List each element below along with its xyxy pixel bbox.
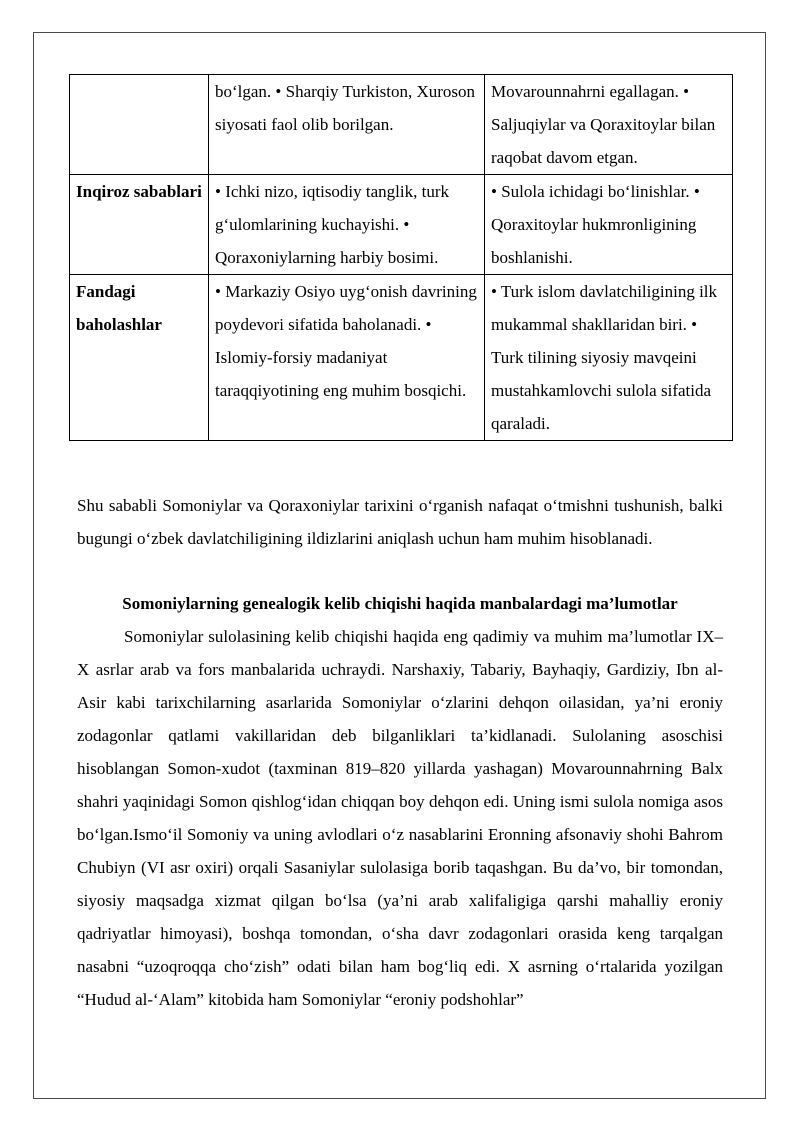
table-row <box>70 175 733 275</box>
karakhanid-cell: Movarounnahrni egallagan. • Saljuqiylar va Qoraxitoylar bilan raqobat davom etgan. <box>485 75 733 175</box>
table-row <box>70 75 733 175</box>
table-row <box>70 275 733 441</box>
samanid-cell: • Ichki nizo, iqtisodiy tanglik, turk g‘ulomlarining kuchayishi. • Qoraxoniylarning harbiy bosimi. <box>209 175 485 275</box>
intro-paragraph: Shu sababli Somoniylar va Qoraxoniylar tarixini o‘rganish nafaqat o‘tmishni tushunish, balki bugungi o‘zbek davlatchiligining ildizlarini aniqlash uchun ham muhim hisoblanadi. <box>77 496 723 548</box>
samanid-cell: bo‘lgan. • Sharqiy Turkiston, Xuroson siyosati faol olib borilgan. <box>209 75 485 175</box>
section-heading: Somoniylarning genealogik kelib chiqishi haqida manbalardagi ma’lumotlar <box>122 594 678 613</box>
body-paragraph: Somoniylar sulolasining kelib chiqishi haqida eng qadimiy va muhim ma’lumotlar IX–X asrlar arab va fors manbalarida uchraydi. Narshaxiy, Tabariy, Bayhaqiy, Gardiziy, Ibn al-Asir kabi tarixchilarning asarlarida Somoniylar o‘zlarini dehqon oilasidan, ya’ni eroniy zodagonlar qatlami vakillaridan deb bilganliklari ta’kidlanadi. Sulolaning asoschisi hisoblangan Somon-xudot (taxminan 819–820 yillarda yashagan) Movarounnahrning Balx shahri yaqinidagi Somon qishlog‘idan chiqqan boy dehqon edi. Uning ismi sulola nomiga asos bo‘lgan.Ismo‘il Somoniy va uning avlodlari o‘z nasablarini Eronning afsonaviy shohi Bahrom Chubiyn (VI asr oxiri) orqali Sasaniylar sulolasiga borib taqashgan. Bu da’vo, bir tomondan, siyosiy maqsadga xizmat qilgan bo‘lsa (ya’ni arab xalifaligiga qarshi mahalliy eroniy qadriyatlar himoyasi), boshqa tomondan, o‘sha davr zodagonlari orasida keng tarqalgan nasabni “uzoqroqqa cho‘zish” odati bilan ham bog‘liq edi. X asrning o‘rtalarida yozilgan “Hudud al-‘Alam” kitobida ham Somoniylar “eroniy podshohlar” <box>77 627 723 1009</box>
row-label: Inqiroz sabablari <box>70 175 209 275</box>
row-label: Fandagi baholashlar <box>70 275 209 441</box>
row-label <box>70 75 209 175</box>
karakhanid-cell: • Turk islom davlatchiligining ilk mukammal shakllaridan biri. • Turk tilining siyosiy mavqeini mustahkamlovchi sulola sifatida qaraladi. <box>485 275 733 441</box>
comparison-table <box>69 74 733 441</box>
karakhanid-cell: • Sulola ichidagi bo‘linishlar. • Qoraxitoylar hukmronligining boshlanishi. <box>485 175 733 275</box>
samanid-cell: • Markaziy Osiyo uyg‘onish davrining poydevori sifatida baholanadi. • Islomiy-forsiy madaniyat taraqqiyotining eng muhim bosqichi. <box>209 275 485 441</box>
